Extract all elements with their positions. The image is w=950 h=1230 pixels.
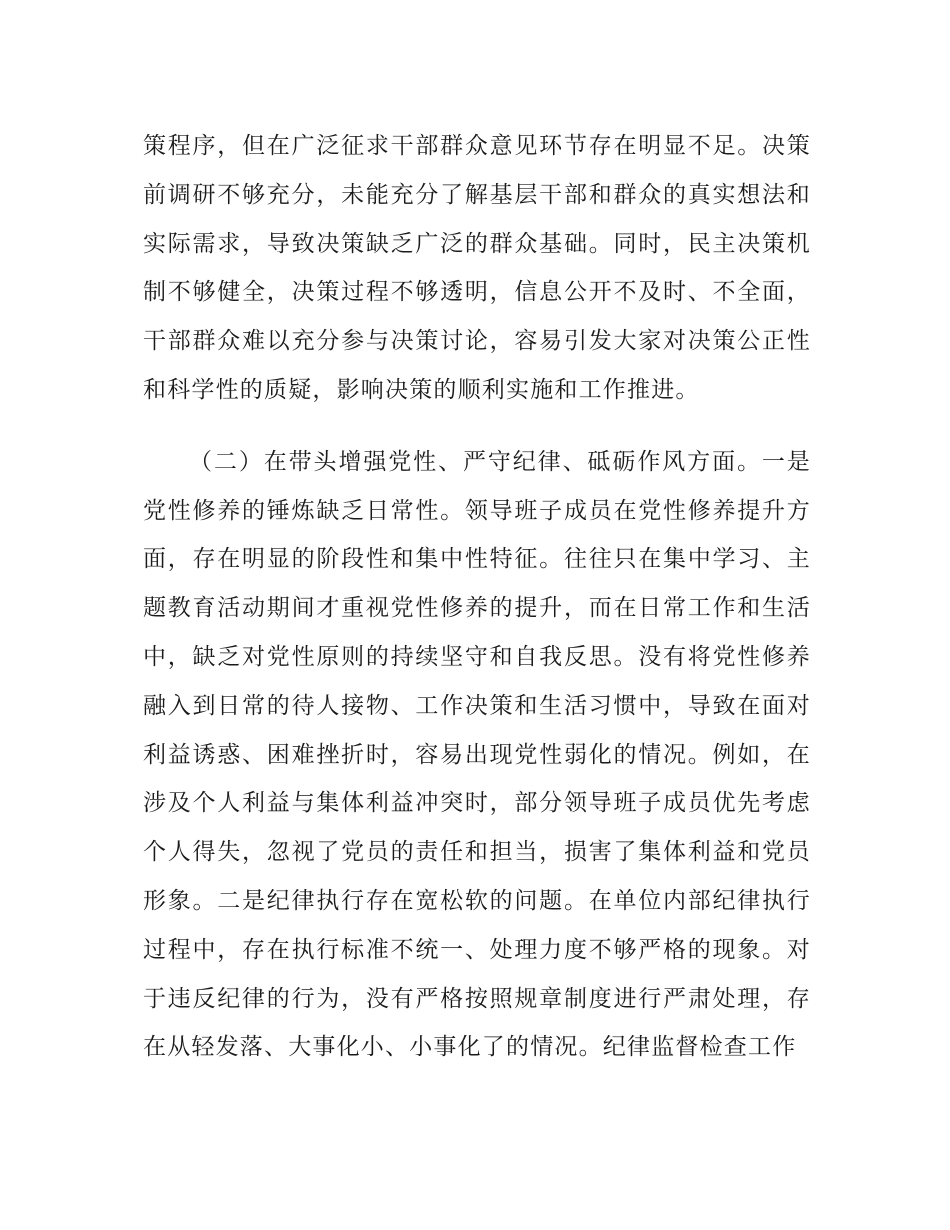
paragraph-party-discipline: （二）在带头增强党性、严守纪律、砥砺作风方面。一是党性修养的锤炼缺乏日常性。领导班子成员在党性修养提升方面，存在明显的阶段性和集中性特征。往往只在集中学习、主题教育活动期间才重视党性修养的提升，而在日常工作和生活中，缺乏对党性原则的持续坚守和自我反思。没有将党性修养融入到日常的待人接物、工作决策和生活习惯中，导致在面对利益诱惑、困难挫折时，容易出现党性弱化的情况。例如，在涉及个人利益与集体利益冲突时，部分领导班子成员优先考虑个人得失，忽视了党员的责任和担当，损害了集体利益和党员形象。二是纪律执行存在宽松软的问题。在单位内部纪律执行过程中，存在执行标准不统一、处理力度不够严格的现象。对于违反纪律的行为，没有严格按照规章制度进行严肃处理，存在从轻发落、大事化小、小事化了的情况。纪律监督检查工作 bbox=[143, 448, 811, 1061]
document-body bbox=[143, 122, 811, 1072]
paragraph-decision-procedure: 策程序，但在广泛征求干部群众意见环节存在明显不足。决策前调研不够充分，未能充分了解基层干部和群众的真实想法和实际需求，导致决策缺乏广泛的群众基础。同时，民主决策机制不够健全，决策过程不够透明，信息公开不及时、不全面，干部群众难以充分参与决策讨论，容易引发大家对决策公正性和科学性的质疑，影响决策的顺利实施和工作推进。 bbox=[143, 133, 811, 403]
